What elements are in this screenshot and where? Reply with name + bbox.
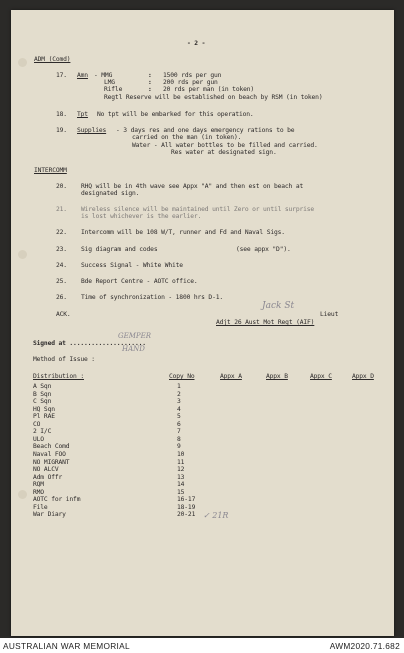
item-number: 19. [56,127,67,134]
distribution-row-copy: 11 [177,458,185,466]
handwritten-tick: ✓ 21R [203,511,229,520]
distribution-row-name: NO ALCV [33,466,59,474]
item-number: 23. [56,246,67,253]
column-header: Appx D [352,373,374,380]
item-text: Time of synchronization - 1800 hrs D-1. [81,294,224,301]
item-label: Supplies [77,127,107,134]
distribution-row-copy: 14 [177,481,185,489]
punch-hole [18,490,27,499]
distribution-row-copy: 4 [177,405,181,413]
distribution-row-name: HQ Sqn [33,405,55,413]
item-ref: (see appx "D"). [236,246,291,253]
item-number: 22. [56,229,67,236]
column-header: Appx A [220,373,242,380]
section-heading-adm: ADM (Comd) [34,56,71,63]
signatory-title: Adjt 26 Aust Mot Regt (AIF) [216,319,315,326]
method-of-issue: Method of Issue : [33,356,95,363]
item-number: 18. [56,111,67,118]
item-label: Amn [77,72,88,79]
handwritten-signature: Jack St [262,301,295,311]
item-number: 25. [56,278,67,285]
distribution-row-name: 2 I/C [33,428,52,436]
ammo-weapon: - MMG [94,72,113,79]
signed-at: Signed at ..................... [33,340,146,347]
distribution-row-copy: 7 [177,428,181,436]
ack: ACK. [56,311,71,318]
footer-bar [0,638,404,653]
distribution-row-name: Adm Offr [33,473,63,481]
item-text: is lost whichever is the earlier. [81,213,202,220]
distribution-row-name: Naval FOO [33,450,66,458]
distribution-heading: Distribution : [33,373,84,380]
column-header: Appx C [310,373,332,380]
distribution-row-copy: 3 [177,398,181,406]
ammo-amount: 20 rds per man (in token) [163,86,255,93]
ammo-weapon: Rifle [104,86,123,93]
distribution-row-name: ULO [33,435,44,443]
item-number: 26. [56,294,67,301]
distribution-row-copy: 16-17 [177,496,196,504]
column-header: Appx B [266,373,288,380]
item-text: Sig diagram and codes [81,246,158,253]
item-text: Success Signal - White White [81,262,183,269]
distribution-row-name: B Sqn [33,390,52,398]
ammo-sep: : [148,86,152,93]
item-text: No tpt will be embarked for this operation. [97,111,254,118]
distribution-row-name: AOTC for infm [33,496,81,504]
handwritten-signed-place: GEMPER [118,332,151,340]
handwritten-signed-note: HAND [122,345,145,353]
distribution-row-copy: 1 [177,383,181,390]
section-heading-intercomm: INTERCOMM [34,167,67,174]
item-number: 17. [56,72,67,79]
item-number: 21. [56,206,67,213]
distribution-row-copy: 15 [177,488,185,496]
punch-hole [18,58,27,67]
ammo-sep: : [148,79,152,86]
item-number: 20. [56,183,67,190]
distribution-row-name: RMO [33,488,44,496]
item-text: Wireless silence will be maintained until Zero or until surprise [81,206,315,213]
ammo-amount: 1500 rds per gun [163,72,222,79]
distribution-row-name: Pl RAE [33,413,55,421]
ammo-weapon: LMG [104,79,115,86]
item-label: Tpt [77,111,88,118]
ammo-reserve: Regtl Reserve will be established on beach by RSM (in token) [104,94,323,101]
distribution-row-name: C Sqn [33,398,52,406]
distribution-row-copy: 20-21 [177,511,196,519]
distribution-row-copy: 8 [177,435,181,443]
item-text: RHQ will be in 4th wave see Appx "A" and then est on beach at [81,183,304,190]
item-text: Intercomm will be 108 W/T, runner and Fd and Naval Sigs. [81,229,285,236]
column-header: Copy No [169,373,195,380]
distribution-row-name: NO MIGRANT [33,458,70,466]
ammo-sep: : [148,72,152,79]
distribution-row-name: RQM [33,481,44,489]
distribution-row-copy: 5 [177,413,181,421]
item-text: designated sign. [81,190,140,197]
distribution-row-name: Beach Comd [33,443,70,451]
distribution-row-copy: 6 [177,420,181,428]
footer-institution: AUSTRALIAN WAR MEMORIAL [3,641,130,651]
distribution-row-copy: 13 [177,473,185,481]
item-text: Water - All water bottles to be filled and carried. [132,142,318,149]
item-text: - 3 days res and one days emergency rations to be [116,127,295,134]
distribution-row-copy: 12 [177,466,185,474]
distribution-row-name: File [33,503,48,511]
item-text: Res water at designated sign. [171,149,277,156]
distribution-row-name: CO [33,420,41,428]
distribution-row-name: War Diary [33,511,66,519]
distribution-row-copy: 18-19 [177,503,196,511]
item-text: carried on the man (in token). [132,134,242,141]
footer-accession-number: AWM2020.71.682 [329,641,400,651]
page-number: - 2 - [187,40,206,47]
document-page [11,10,394,636]
distribution-row-name: A Sqn [33,383,52,390]
ammo-amount: 200 rds per gun [163,79,218,86]
signatory-rank: Lieut [320,311,339,318]
distribution-row-copy: 9 [177,443,181,451]
item-text: Bde Report Centre - AOTC office. [81,278,198,285]
distribution-row-copy: 10 [177,450,185,458]
punch-hole [18,250,27,259]
item-number: 24. [56,262,67,269]
distribution-row-copy: 2 [177,390,181,398]
